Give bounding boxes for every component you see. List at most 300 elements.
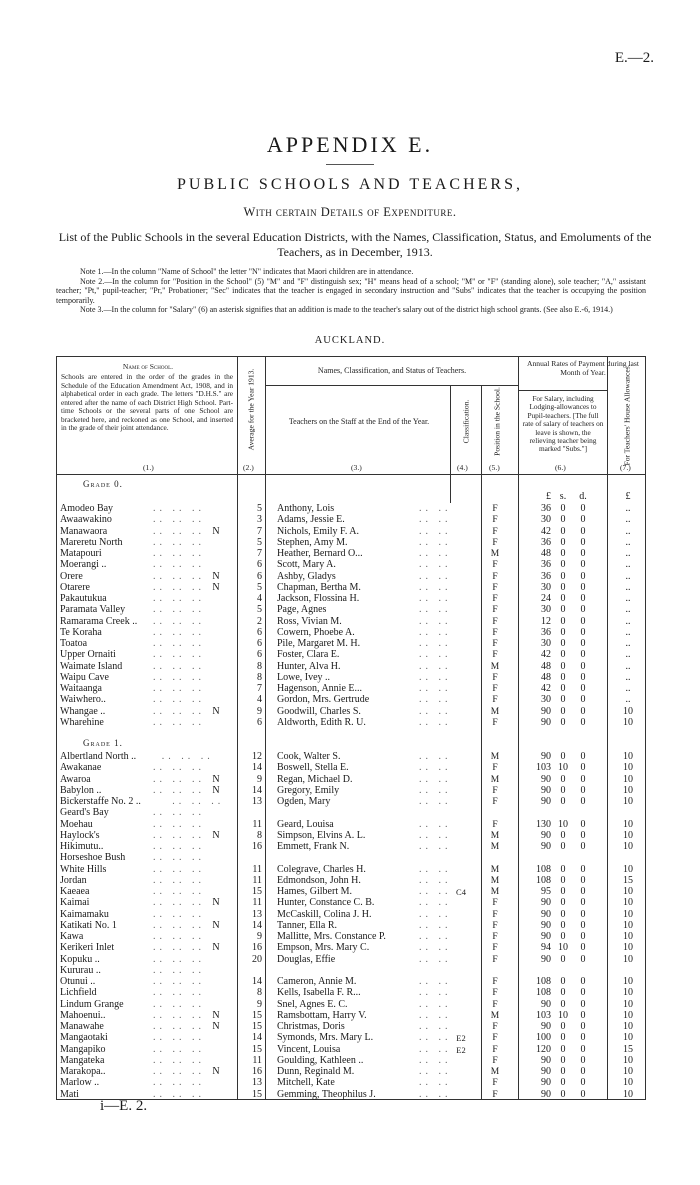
- maori-indicator: N: [212, 1066, 220, 1077]
- leader-dots: .. .. ..: [153, 919, 205, 931]
- salary-shillings: 0: [560, 536, 566, 548]
- school-name: Orere: [60, 570, 83, 582]
- table-row: [57, 672, 645, 684]
- salary-pounds: 108: [536, 987, 551, 999]
- house-allowance: ..: [625, 683, 631, 694]
- position: F: [492, 504, 498, 514]
- position: F: [492, 560, 498, 571]
- table-row: [57, 807, 645, 819]
- school-name: Jordan: [60, 874, 87, 886]
- position: M: [490, 752, 500, 762]
- heading-secondary: With certain Details of Expenditure.: [243, 205, 457, 219]
- salary-shillings: 0: [560, 660, 566, 672]
- school-name: Wharehine: [60, 716, 104, 728]
- salary-pence: 0: [580, 649, 586, 661]
- school-name: Albertland North ..: [60, 751, 137, 762]
- table-row: [57, 920, 645, 932]
- position: M: [490, 774, 500, 785]
- maori-indicator: N: [212, 829, 220, 841]
- position: F: [492, 639, 498, 649]
- leader-dots: .. ..: [419, 1088, 452, 1100]
- school-name: Manawaora: [60, 525, 108, 537]
- school-name: Mahoenui..: [60, 1009, 106, 1021]
- leader-dots: .. ..: [419, 525, 452, 537]
- leader-dots: .. ..: [419, 751, 452, 762]
- heading-primary: PUBLIC SCHOOLS AND TEACHERS,: [177, 176, 523, 193]
- school-name: Amodeo Bay: [60, 503, 114, 514]
- house-allowance: 10: [623, 1021, 633, 1032]
- table-row: [57, 999, 645, 1011]
- teacher-name: McCaskill, Colina J. H.: [277, 908, 372, 920]
- table-row: [57, 514, 645, 526]
- salary-pounds: 90: [541, 705, 551, 717]
- school-name: Lichfield: [60, 987, 97, 999]
- teacher-name: Vincent, Louisa: [277, 1043, 341, 1055]
- teacher-name: Kells, Isabella F. R...: [277, 987, 361, 999]
- teacher-name: Ogden, Mary: [277, 796, 331, 807]
- position: F: [492, 594, 498, 604]
- house-allowance: 10: [623, 841, 633, 852]
- leader-dots: .. ..: [419, 626, 452, 638]
- leader-dots: .. .. ..: [153, 874, 205, 886]
- teacher-name: Goulding, Kathleen ..: [277, 1054, 364, 1066]
- teacher-name: Gordon, Mrs. Gertrude: [277, 694, 370, 706]
- teacher-name: Mallitte, Mrs. Constance P.: [277, 931, 386, 942]
- school-name: Hikimutu..: [60, 841, 104, 852]
- table-row: [57, 976, 645, 988]
- salary-pounds: 90: [541, 784, 551, 796]
- house-allowance: ..: [625, 503, 631, 514]
- house-allowance: 10: [623, 953, 633, 965]
- leader-dots: .. .. ..: [153, 784, 205, 796]
- salary-pence: 0: [580, 818, 586, 830]
- salary-pounds: 30: [541, 604, 551, 616]
- table-row: [57, 1021, 645, 1033]
- leader-dots: .. .. ..: [153, 807, 205, 819]
- average-attendance: 7: [257, 683, 262, 694]
- average-attendance: 6: [257, 716, 262, 728]
- heading-list-description: List of the Public Schools in the several Education Districts, with the Names, Classification, Status, and Emoluments of the Teachers, as in December, 1913.: [58, 230, 652, 259]
- position: F: [492, 1022, 498, 1032]
- table-row: [57, 954, 645, 966]
- salary-shillings: 0: [560, 784, 566, 796]
- note-2: Note 2.—In the column for "Position in the School" (5) "M" and "F" distinguish sex; "H" means head of a school; "M" or "F" (standing alone), sole teacher; "A," assistant teacher; "Pt," pupil-teacher; "Pr," Probationer; "Sec" indicates that the teacher is engaged in secondary instruction and "Subs" indicates that the teacher is occupying the position temporarily.: [56, 276, 646, 305]
- leader-dots: .. .. ..: [153, 716, 205, 728]
- leader-dots: .. .. ..: [153, 886, 205, 897]
- title-rule: [326, 164, 374, 165]
- teacher-name: Cowern, Phoebe A.: [277, 626, 355, 638]
- salary-pounds: 36: [541, 570, 551, 582]
- leader-dots: .. .. ..: [153, 649, 205, 661]
- house-allowance: 10: [623, 1009, 633, 1021]
- leader-dots: .. ..: [419, 615, 452, 627]
- salary-pence: 0: [580, 987, 586, 999]
- salary-shillings: 0: [560, 987, 566, 999]
- salary-pounds: 90: [541, 953, 551, 965]
- school-name: Kopuku ..: [60, 953, 100, 965]
- house-allowance: ..: [625, 581, 631, 593]
- school-name: Kawa: [60, 931, 84, 942]
- leader-dots: .. .. ..: [153, 1032, 205, 1044]
- salary-pence: 0: [580, 942, 586, 954]
- school-name: Marakopa..: [60, 1066, 106, 1077]
- salary-pounds: 90: [541, 1077, 551, 1089]
- maori-indicator: N: [212, 570, 220, 582]
- salary-shillings: 0: [560, 503, 566, 514]
- leader-dots: .. .. ..: [153, 773, 205, 785]
- teacher-name: Pile, Margaret M. H.: [277, 638, 361, 649]
- salary-shillings: 0: [560, 716, 566, 728]
- position: F: [492, 920, 498, 931]
- school-name: Otunui ..: [60, 976, 96, 987]
- col1-title: Name of School.: [122, 362, 174, 371]
- teacher-name: Lowe, Ivey ..: [277, 671, 331, 683]
- table-row: [57, 537, 645, 549]
- house-allowance: 10: [623, 976, 633, 987]
- salary-pounds: 90: [541, 841, 551, 852]
- note-3: Note 3.—In the column for "Salary" (6) an asterisk signifies that an addition is made to the teacher's salary out of the district high school grants. (See also E.-6, 1914.): [80, 305, 613, 315]
- salary-pounds: 90: [541, 919, 551, 931]
- classification: E2: [456, 1033, 466, 1044]
- leader-dots: .. ..: [419, 1043, 452, 1055]
- salary-pounds: 90: [541, 796, 551, 807]
- salary-pounds: 90: [541, 1088, 551, 1100]
- teacher-name: Hagenson, Annie E...: [277, 683, 362, 694]
- leader-dots: .. ..: [419, 863, 452, 875]
- teacher-name: Hames, Gilbert M.: [277, 886, 352, 897]
- school-name: Moerangi ..: [60, 559, 107, 571]
- school-name: Ramarama Creek ..: [60, 615, 138, 627]
- salary-pence: 0: [580, 683, 586, 694]
- table-row: [57, 909, 645, 921]
- school-name: Marlow ..: [60, 1077, 100, 1089]
- salary-pounds: 108: [536, 874, 551, 886]
- school-name: Waiwhero..: [60, 694, 106, 706]
- table-row: [57, 706, 645, 718]
- position: F: [492, 977, 498, 987]
- house-allowance: 10: [623, 1066, 633, 1077]
- salary-pence: 0: [580, 829, 586, 841]
- average-attendance: 9: [257, 705, 262, 717]
- position: F: [492, 1033, 498, 1044]
- salary-pence: 0: [580, 671, 586, 683]
- table-row: [57, 965, 645, 977]
- salary-pounds: 42: [541, 525, 551, 537]
- salary-pounds: 90: [541, 1021, 551, 1032]
- house-allowance: 10: [623, 886, 633, 897]
- table-row: [57, 649, 645, 661]
- salary-shillings: 0: [560, 796, 566, 807]
- school-name: Awakanae: [60, 762, 102, 774]
- teacher-name: Adams, Jessie E.: [277, 514, 345, 526]
- leader-dots: .. .. ..: [153, 908, 205, 920]
- note-1: Note 1.—In the column "Name of School" the letter "N" indicates that Maori children are in attendance.: [80, 267, 414, 276]
- leader-dots: .. ..: [419, 548, 452, 559]
- house-allowance: 10: [623, 1054, 633, 1066]
- teacher-name: Simpson, Elvins A. L.: [277, 829, 366, 841]
- house-allowance: ..: [625, 671, 631, 683]
- salary-pence: 0: [580, 615, 586, 627]
- position: F: [492, 1055, 498, 1066]
- position: M: [490, 661, 500, 672]
- leader-dots: .. .. ..: [161, 751, 214, 762]
- average-attendance: 5: [257, 536, 262, 548]
- maori-indicator: N: [212, 773, 220, 785]
- school-name: Mareretu North: [60, 536, 123, 548]
- leader-dots: .. ..: [419, 762, 452, 774]
- salary-shillings: 0: [560, 908, 566, 920]
- leader-dots: .. ..: [419, 536, 452, 548]
- leader-dots: .. ..: [419, 683, 452, 694]
- leader-dots: .. .. ..: [153, 660, 205, 672]
- salary-pence: 0: [580, 863, 586, 875]
- average-attendance: 16: [252, 841, 262, 852]
- house-allowance: 10: [623, 705, 633, 717]
- col1-number: (1.): [143, 463, 154, 472]
- salary-pence: 0: [580, 886, 586, 897]
- teacher-name: Snel, Agnes E. C.: [277, 998, 348, 1010]
- salary-pence: 0: [580, 604, 586, 616]
- leader-dots: .. ..: [419, 1032, 452, 1044]
- salary-pence: 0: [580, 548, 586, 559]
- table-row: [57, 593, 645, 605]
- table-row: [57, 548, 645, 560]
- leader-dots: .. .. ..: [153, 1066, 205, 1077]
- leader-dots: .. ..: [419, 897, 452, 909]
- average-attendance: 16: [252, 1066, 262, 1077]
- maori-indicator: N: [212, 525, 220, 537]
- school-name: Upper Ornaiti: [60, 649, 116, 661]
- average-attendance: 11: [252, 874, 262, 886]
- salary-shillings: 0: [560, 1066, 566, 1077]
- leader-dots: .. .. ..: [153, 536, 205, 548]
- table-row: [57, 661, 645, 673]
- school-name: Awaawakino: [60, 514, 112, 526]
- teacher-name: Edmondson, John H.: [277, 874, 361, 886]
- salary-pounds: 90: [541, 998, 551, 1010]
- house-allowance: ..: [625, 525, 631, 537]
- leader-dots: .. .. ..: [153, 705, 205, 717]
- salary-pence: 0: [580, 1009, 586, 1021]
- house-allowance: 10: [623, 998, 633, 1010]
- salary-pounds: 108: [536, 976, 551, 987]
- teacher-name: Nichols, Emily F. A.: [277, 525, 359, 537]
- leader-dots: .. ..: [419, 953, 452, 965]
- average-attendance: 11: [252, 1054, 262, 1066]
- maori-indicator: N: [212, 1021, 220, 1032]
- average-attendance: 9: [257, 998, 262, 1010]
- salary-pence: 0: [580, 1066, 586, 1077]
- teacher-name: Emmett, Frank N.: [277, 841, 350, 852]
- house-allowance: ..: [625, 694, 631, 706]
- salary-pence: 0: [580, 581, 586, 593]
- position: F: [492, 909, 498, 920]
- maori-indicator: N: [212, 581, 220, 593]
- school-name: Kaimai: [60, 897, 90, 909]
- position: F: [492, 605, 498, 616]
- average-attendance: 14: [252, 762, 262, 774]
- school-name: Paramata Valley: [60, 604, 126, 616]
- leader-dots: .. ..: [419, 931, 452, 942]
- teacher-name: Cameron, Annie M.: [277, 976, 357, 987]
- house-allowance: 10: [623, 1032, 633, 1044]
- house-allowance: 10: [623, 773, 633, 785]
- leader-dots: .. .. ..: [153, 638, 205, 649]
- leader-dots: .. ..: [419, 671, 452, 683]
- maori-indicator: N: [212, 1009, 220, 1021]
- leader-dots: .. .. ..: [153, 829, 205, 841]
- house-allowance: 10: [623, 716, 633, 728]
- leader-dots: .. .. ..: [153, 671, 205, 683]
- average-attendance: 16: [252, 942, 262, 954]
- position: F: [492, 988, 498, 999]
- leader-dots: .. ..: [419, 1021, 452, 1032]
- house-allowance: ..: [625, 536, 631, 548]
- teacher-name: Douglas, Effie: [277, 953, 336, 965]
- teacher-name: Symonds, Mrs. Mary L.: [277, 1032, 374, 1044]
- leader-dots: .. ..: [419, 796, 452, 807]
- table-row: [57, 582, 645, 594]
- position: F: [492, 999, 498, 1010]
- leader-dots: .. .. ..: [153, 897, 205, 909]
- leader-dots: .. ..: [419, 942, 452, 954]
- salary-shillings: 0: [560, 976, 566, 987]
- average-attendance: 8: [257, 671, 262, 683]
- leader-dots: .. ..: [419, 874, 452, 886]
- average-attendance: 9: [257, 931, 262, 942]
- position: F: [492, 616, 498, 627]
- salary-pence: 0: [580, 570, 586, 582]
- position: M: [490, 830, 500, 841]
- salary-pence: 0: [580, 716, 586, 728]
- school-name: Waipu Cave: [60, 671, 109, 683]
- leader-dots: .. ..: [419, 604, 452, 616]
- col5-number: (5.): [489, 463, 500, 472]
- leader-dots: .. ..: [419, 593, 452, 604]
- leader-dots: .. .. ..: [153, 942, 205, 954]
- teacher-name: Hunter, Constance C. B.: [277, 897, 375, 909]
- table-row: [57, 897, 645, 909]
- leader-dots: .. .. ..: [153, 525, 205, 537]
- salary-pounds: 36: [541, 536, 551, 548]
- position: F: [492, 571, 498, 582]
- school-name: Waimate Island: [60, 660, 123, 672]
- salary-pounds: 36: [541, 503, 551, 514]
- salary-pence: 0: [580, 1077, 586, 1089]
- school-name: Mangaotaki: [60, 1032, 108, 1044]
- leader-dots: .. .. ..: [153, 964, 205, 976]
- salary-pence: 0: [580, 525, 586, 537]
- average-attendance: 9: [257, 773, 262, 785]
- col6-number: (6.): [555, 463, 566, 472]
- salary-pounds: 30: [541, 638, 551, 649]
- salary-shillings: 0: [560, 570, 566, 582]
- average-attendance: 14: [252, 976, 262, 987]
- table-row: [57, 785, 645, 797]
- leader-dots: .. ..: [419, 1066, 452, 1077]
- position: F: [492, 932, 498, 942]
- average-attendance: 12: [252, 751, 262, 762]
- salary-shillings: 0: [560, 593, 566, 604]
- table-row: [57, 571, 645, 583]
- col6-heading: For Salary, including Lodging-allowances to Pupil-teachers. [The full rate of salary of teachers on leave is shown, the relieving teacher being marked "Subs."]: [522, 394, 604, 454]
- salary-shillings: 10: [558, 818, 568, 830]
- leader-dots: .. .. ..: [153, 683, 205, 694]
- salary-pounds: 108: [536, 863, 551, 875]
- salary-shillings: 0: [560, 886, 566, 897]
- leader-dots: .. ..: [419, 1009, 452, 1021]
- school-name: Pakautukua: [60, 593, 107, 604]
- school-name: Haylock's: [60, 829, 100, 841]
- average-attendance: 15: [252, 1043, 262, 1055]
- leader-dots: .. .. ..: [153, 863, 205, 875]
- salary-shillings: 0: [560, 1077, 566, 1089]
- house-allowance: 10: [623, 829, 633, 841]
- leader-dots: .. ..: [419, 716, 452, 728]
- salary-shillings: 0: [560, 626, 566, 638]
- leader-dots: .. ..: [419, 570, 452, 582]
- house-allowance: ..: [625, 615, 631, 627]
- position: M: [490, 706, 500, 717]
- house-allowance: ..: [625, 638, 631, 649]
- house-allowance: 15: [623, 874, 633, 886]
- school-name: Kururau ..: [60, 964, 101, 976]
- salary-shillings: 0: [560, 694, 566, 706]
- table-row: [57, 942, 645, 954]
- col2-heading: Average for the Year 1913.: [246, 368, 256, 451]
- teacher-name: Page, Agnes: [277, 604, 327, 616]
- salary-shillings: 0: [560, 1032, 566, 1044]
- salary-pounds: 90: [541, 1054, 551, 1066]
- average-attendance: 6: [257, 559, 262, 571]
- house-allowance: ..: [625, 604, 631, 616]
- salary-pounds: 94: [541, 942, 551, 954]
- leader-dots: .. ..: [419, 998, 452, 1010]
- school-name: Moehau: [60, 818, 93, 830]
- average-attendance: 2: [257, 615, 262, 627]
- house-allowance: ..: [625, 548, 631, 559]
- position: F: [492, 1089, 498, 1100]
- average-attendance: 15: [252, 1021, 262, 1032]
- leader-dots: .. ..: [419, 1077, 452, 1089]
- page-number: E.—2.: [614, 50, 654, 66]
- salary-pounds: 90: [541, 716, 551, 728]
- leader-dots: .. ..: [419, 638, 452, 649]
- school-name: Kaeaea: [60, 886, 90, 897]
- teacher-name: Empson, Mrs. Mary C.: [277, 942, 370, 954]
- leader-dots: .. .. ..: [153, 615, 205, 627]
- salary-pence: 0: [580, 784, 586, 796]
- salary-pence: 0: [580, 751, 586, 762]
- salary-pounds: 90: [541, 1066, 551, 1077]
- salary-shillings: 0: [560, 751, 566, 762]
- school-name: Awaroa: [60, 773, 91, 785]
- house-allowance: 10: [623, 942, 633, 954]
- average-attendance: 8: [257, 660, 262, 672]
- average-attendance: 11: [252, 818, 262, 830]
- salary-pence: 0: [580, 897, 586, 909]
- teacher-name: Boswell, Stella E.: [277, 762, 349, 774]
- table-row: [57, 819, 645, 831]
- notes-block: [56, 267, 646, 315]
- signature-mark: i—E. 2.: [100, 1098, 148, 1114]
- col1-description: Schools are entered in the order of the grades in the Schedule of the Education Amendment Act, 1908, and in alphabetical order in each grade. The letters "D.H.S." are entered after the name of each District High School. Part-time Schools or the several parts of one School are bracketed here, and reckoned as one School, and inserted in the grade of their joint attendance.: [61, 372, 233, 432]
- average-attendance: 11: [252, 897, 262, 909]
- salary-pence: 0: [580, 503, 586, 514]
- teacher-name: Regan, Michael D.: [277, 773, 353, 785]
- leader-dots: .. ..: [419, 976, 452, 987]
- leader-dots: .. ..: [419, 660, 452, 672]
